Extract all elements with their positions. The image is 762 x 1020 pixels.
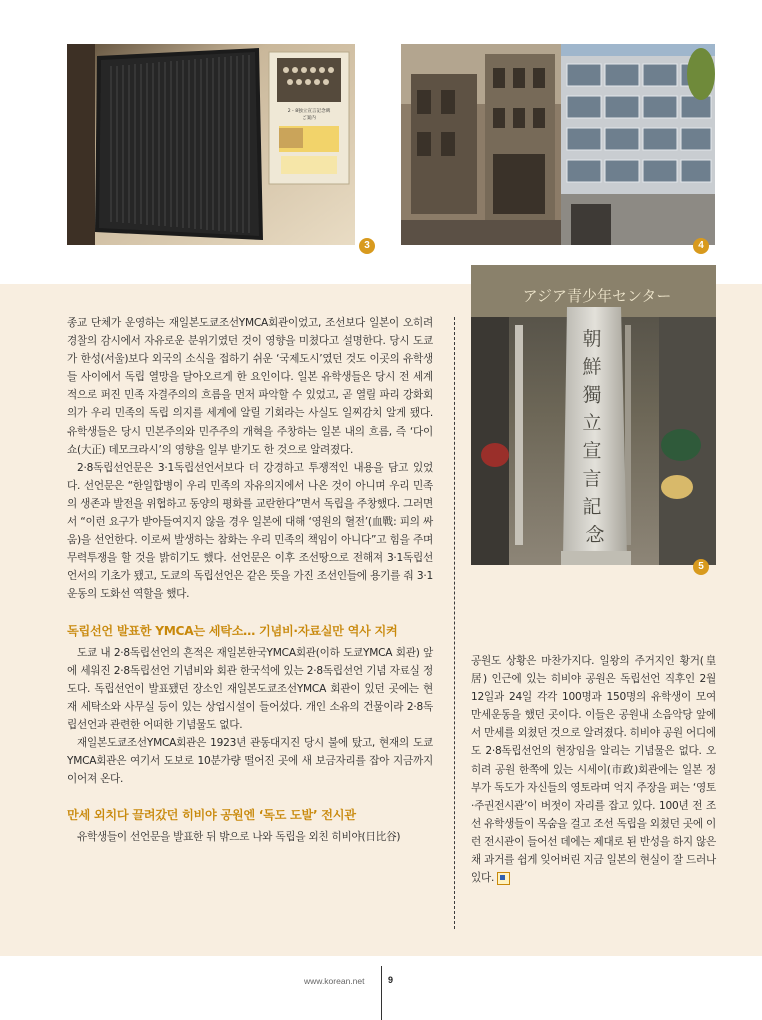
left-article-column [67,314,433,847]
photo-4-number-badge: 4 [693,238,709,254]
sign-line-1: 2・8独立宣言記念碑 [287,109,331,114]
body-paragraph: 종교 단체가 운영하는 재일본도쿄조선YMCA회관이었고, 조선보다 일본이 오히려 경찰의 감시에서 자유로운 분위기였던 것이 영향을 미쳤다고 설명한다. 당시 도쿄가 한성(서울)보다 외국의 소식을 접하기 쉬운 ‘국제도시’였던 것도 이곳의 유학생들 사이에서 독립 열망을 달아오르게 한 요인이다. 일본 유학생들은 당시 전 세계적으로 퍼진 민족 자결주의의 흐름을 먼저 파악할 수 있었고, 곧 열릴 파리 강화회의가 우리 민족의 독립 의지를 세계에 알릴 기회라는 사실도 일찌감치 알게 됐다. 유학생들은 당시 민본주의와 민주주의 개혁을 주창하는 일본 내의 흐름, 즉 ‘다이쇼(大正) 데모크라시’의 영향을 일부 받기도 한 것으로 알려졌다. [67,317,433,456]
section-heading-hibiya: 만세 외치다 끌려갔던 히비야 공원엔 ‘독도 도발’ 전시관 [67,808,356,823]
footer-url: www.korean.net [304,976,365,986]
body-paragraph: 2·8독립선언문은 3·1독립선언서보다 더 강경하고 투쟁적인 내용을 담고 있었다. 선언문은 “한일합병이 우리 민족의 자유의지에서 나온 것이 아니며 우리 민족의 생존과 발전을 위협하고 동양의 평화를 교란한다”면서 독립을 주창했다. 그러면서 “이런 요구가 받아들여지지 않을 경우 일본에 대해 ‘영원의 혈전’(血戰: 피의 싸움)을 선언한다. 이로써 발생하는 참화는 우리 민족의 책임이 아니다”고 힘을 주며 무력투쟁을 할 것을 밝히기도 했다. 선언문은 이후 조선땅으로 전해져 3·1독립선언서의 기초가 됐고, 도쿄의 독립선언은 같은 뜻을 가진 조선인들에 용기를 줘 3·1운동의 도화선 역할을 했다. [67,461,433,601]
photo-independence-monument [471,265,716,565]
photo-5-number-badge: 5 [693,559,709,575]
body-paragraph: 재일본도쿄조선YMCA회관은 1923년 관동대지진 당시 불에 탔고, 현재의 도쿄YMCA회관은 여기서 도보로 10분가량 떨어진 곳에 새 보금자리를 잡아 지금까지 이어져 온다. [67,737,433,786]
monument-inscription: 朝 鮮 獨 立 宣 言 記 念 [582,328,605,546]
section-heading-ymca: 독립선언 발표한 YMCA는 세탁소… 기념비·자료실만 역사 지켜 [67,623,398,638]
body-paragraph: 유학생들이 선언문을 발표한 뒤 밖으로 나와 독립을 외친 히비야(日比谷) [77,831,401,844]
column-divider [454,317,455,929]
article-end-icon [497,872,510,885]
body-paragraph: 공원도 상황은 마찬가지다. 일왕의 주거지인 황거(皇居) 인근에 있는 히비야 공원은 독립선언 직후인 2월 12일과 24일 각각 100명과 150명의 유학생이 모여 만세운동을 했던 곳이다. 이들은 공원내 소음악당 앞에서 만세를 외쳤던 것으로 알려졌다. 히비야 공원 어디에도 2·8독립선언의 현장임을 알리는 기념물은 없다. 오히려 공원 한쪽에 있는 시세이(市政)회관에는 일본 정부가 독도가 자신들의 영토라며 억지 주장을 펴는 ‘영토·주권전시관’이 버젓이 자리를 잡고 있다. 100년 전 조선 유학생들이 목숨을 걸고 조선 독립을 외쳤던 곳에 이런 전시관이 들어선 데에는 제대로 된 반성을 하지 않은 채 과거를 쉽게 잊어버린 지금 일본의 현실이 잘 드러나 있다. [471,655,716,885]
body-paragraph: 도쿄 내 2·8독립선언의 흔적은 재일본한국YMCA회관(이하 도쿄YMCA 회관) 앞에 세워진 2·8독립선언 기념비와 회관 한국석에 있는 2·8독립선언 기념 자료실 정도다. 독립선언이 발표됐던 장소인 재일본도쿄조선YMCA 회관이 있던 곳에는 현재 세탁소와 사무실 등이 있는 상업시설이 들어섰다. 개인 소유의 건물이라 2·8독립선언과 관련한 어떠한 기념물도 없다. [67,646,433,731]
center-banner-text: アジア青少年センター [522,287,672,305]
photo-building-then-now [401,44,715,245]
photo-3-number-badge: 3 [359,238,375,254]
page-number: 9 [388,975,394,985]
footer-divider [381,966,382,1020]
sign-line-2: ご案内 [302,116,316,121]
photo-memorial-panel [67,44,355,245]
right-article-column [471,652,716,887]
